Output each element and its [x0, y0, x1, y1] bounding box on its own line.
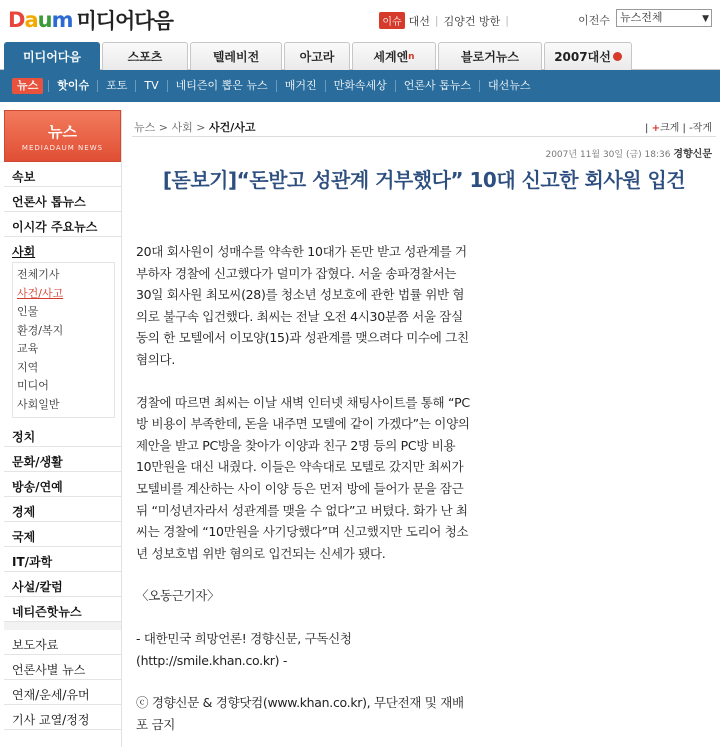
subnav-item-hot-issue[interactable]: 핫이슈 [48, 80, 97, 92]
tab-label: 텔레비전 [212, 50, 260, 64]
sidebar-item[interactable]: 속보 [4, 162, 121, 187]
sidebar-item[interactable]: 네티즌핫뉴스 [4, 597, 121, 622]
tab-label: 2007대선 [554, 50, 611, 64]
tab-label: 스포츠 [127, 50, 163, 64]
hot-issue-bar [379, 12, 514, 29]
top-bar [0, 0, 720, 40]
subnav-item-cartoon[interactable]: 만화속세상 [325, 80, 395, 92]
sidebar-item[interactable]: 이시각 주요뉴스 [4, 212, 121, 237]
sidebar-item[interactable]: 국제 [4, 522, 121, 547]
sidebar-item[interactable]: 보도자료 [4, 630, 121, 655]
subnav-item-magazine[interactable]: 매거진 [276, 80, 325, 92]
sidebar-item[interactable]: 연재/운세/유머 [4, 680, 121, 705]
sidebar-subitem[interactable]: 사회일반 [17, 397, 60, 411]
sidebar-item[interactable]: 문화/생활 [4, 447, 121, 472]
search-scope-select[interactable] [616, 9, 712, 27]
sidebar-title: 뉴스 [48, 122, 77, 141]
sidebar-item[interactable]: 기사 교열/정정 [4, 705, 121, 730]
sidebar-item-society[interactable]: 사회 [12, 245, 36, 259]
service-name: 미디어다음 [76, 9, 173, 33]
sidebar-menu [4, 162, 121, 262]
society-submenu [12, 262, 115, 418]
breadcrumb-item[interactable]: 뉴스 [134, 121, 156, 134]
left-sidebar [4, 110, 122, 747]
sidebar-menu-extra [4, 630, 121, 730]
chevron-down-icon: ▼ [702, 14, 709, 24]
separator: | [434, 14, 439, 27]
issue-badge: 이슈 [379, 12, 404, 29]
article-meta [545, 145, 712, 160]
article-date: 2007년 11월 30일 (금) 18:36 [545, 150, 671, 160]
subnav-item-press-top[interactable]: 언론사 톱뉴스 [395, 80, 479, 92]
article-source[interactable]: 경향신문 [673, 149, 712, 160]
new-dot-icon [613, 52, 622, 61]
subnav-item-news[interactable]: 뉴스 [12, 78, 43, 94]
sidebar-subitem[interactable]: 전체기사 [17, 268, 60, 281]
sidebar-item[interactable]: 정치 [4, 422, 121, 447]
issue-link[interactable]: 김양건 방한 [443, 14, 501, 28]
tab-label: 미디어다음 [23, 50, 81, 64]
plus-icon: + [651, 123, 660, 134]
sidebar-subitem-current[interactable]: 사건/사고 [17, 286, 64, 300]
sidebar-item[interactable]: 방송/연예 [4, 472, 121, 497]
sidebar-subitem[interactable]: 환경/복지 [17, 323, 64, 337]
article-copyright: ⓒ 경향신문 & 경향닷컴(www.khan.co.kr), 무단전재 및 재배포 금지 [136, 695, 464, 732]
tab-television[interactable] [190, 42, 282, 70]
article-body [136, 241, 471, 747]
search-scope-value: 뉴스전체 [620, 11, 663, 24]
sidebar-divider [4, 622, 121, 630]
article-paragraph: 20대 회사원이 성매수를 약속한 10대가 돈만 받고 성관계를 거부하자 경찰에 신고했다가 덜미가 잡혔다. 서울 송파경찰서는 30일 회사원 최모씨(28)를 청소년 성보호에 관한 법률 위반 혐의로 불구속 입건했다. 최씨는 전날 오전 4시30분쯤 서울 잠실동의 한 모텔에서 이모양(15)과 성관계를 맺으려다 미수에 그친 혐의다. [136, 244, 469, 367]
sidebar-item[interactable]: 경제 [4, 497, 121, 522]
subnav-item-tv[interactable]: TV [135, 80, 166, 92]
tab-blogger-news[interactable] [438, 42, 542, 70]
tab-sports[interactable] [102, 42, 188, 70]
tab-label: 세계엔 [373, 50, 409, 64]
sidebar-subtitle: MEDIADAUM NEWS [21, 143, 104, 152]
font-bigger-button[interactable]: 크게 [660, 123, 680, 134]
article-byline: 〈오동근기자〉 [136, 588, 220, 604]
font-size-tools: | +크게 | -작게 [645, 123, 712, 134]
sidebar-item[interactable]: IT/과학 [4, 547, 121, 572]
sidebar-header[interactable] [4, 110, 121, 162]
article-title: [돋보기]“돈받고 성관계 거부했다” 10대 신고한 회사원 입건 [162, 168, 686, 192]
sidebar-subitem[interactable]: 교육 [17, 342, 39, 355]
separator: | [505, 14, 509, 27]
sidebar-item[interactable]: 사설/칼럼 [4, 572, 121, 597]
tab-media-daum[interactable] [4, 42, 100, 70]
main-nav [0, 42, 720, 70]
tab-segyen[interactable] [352, 42, 436, 70]
sidebar-item[interactable]: 언론사별 뉴스 [4, 655, 121, 680]
sidebar-subitem[interactable]: 미디어 [17, 379, 49, 392]
issue-more-link[interactable]: 이전수 [578, 14, 610, 27]
sub-nav [0, 70, 720, 102]
sidebar-menu [4, 422, 121, 622]
minus-icon: - [689, 123, 693, 134]
breadcrumb: 뉴스 > 사회 > 사건/사고 [134, 121, 256, 134]
font-smaller-button[interactable]: 작게 [692, 123, 712, 134]
tab-sup: n [408, 51, 415, 62]
sidebar-item[interactable]: 언론사 톱뉴스 [4, 187, 121, 212]
article-subscribe[interactable]: - 대한민국 희망언론! 경향신문, 구독신청 (http://smile.khan.co.kr) - [136, 630, 352, 668]
tab-election-2007[interactable] [544, 42, 632, 70]
issue-link[interactable]: 대선 [408, 14, 430, 28]
sidebar-subitem[interactable]: 인물 [17, 305, 39, 318]
article-paragraph: 경찰에 따르면 최씨는 이날 새벽 인터넷 채팅사이트를 통해 “PC방 비용이 부족한데, 돈을 내주면 모텔에 같이 가겠다”는 이양의 제안을 받고 PC방을 찾아가 이양과 친구 2명 등의 PC방 비용 10만원을 대신 내줬다. 이들은 약속대로 모텔로 갔지만 최씨가 모텔비를 계산하는 사이 이양 등은 먼저 방에 들어가 문을 잠근 뒤 “미성년자라서 성관계를 맺을 수 없다”고 버텼다. 화가 난 최씨는 경찰에 “10만원을 사기당했다”며 신고했지만 도리어 청소년 성보호법 위반 혐의로 입건되는 신세가 됐다. [136, 394, 470, 561]
breadcrumb-current[interactable]: 사건/사고 [208, 121, 256, 134]
divider [132, 136, 716, 137]
subnav-item-photo[interactable]: 포토 [97, 80, 135, 92]
daum-logo[interactable] [8, 6, 173, 34]
subnav-item-election-news[interactable]: 대선뉴스 [479, 80, 539, 92]
tab-label: 아고라 [299, 50, 335, 64]
subnav-item-netizen-pick[interactable]: 네티즌이 뽑은 뉴스 [167, 80, 276, 92]
daum-brand: Daum [8, 8, 73, 32]
breadcrumb-item[interactable]: 사회 [171, 121, 193, 134]
tab-agora[interactable] [284, 42, 350, 70]
sidebar-subitem[interactable]: 지역 [17, 360, 39, 374]
tab-label: 블로거뉴스 [461, 50, 519, 64]
